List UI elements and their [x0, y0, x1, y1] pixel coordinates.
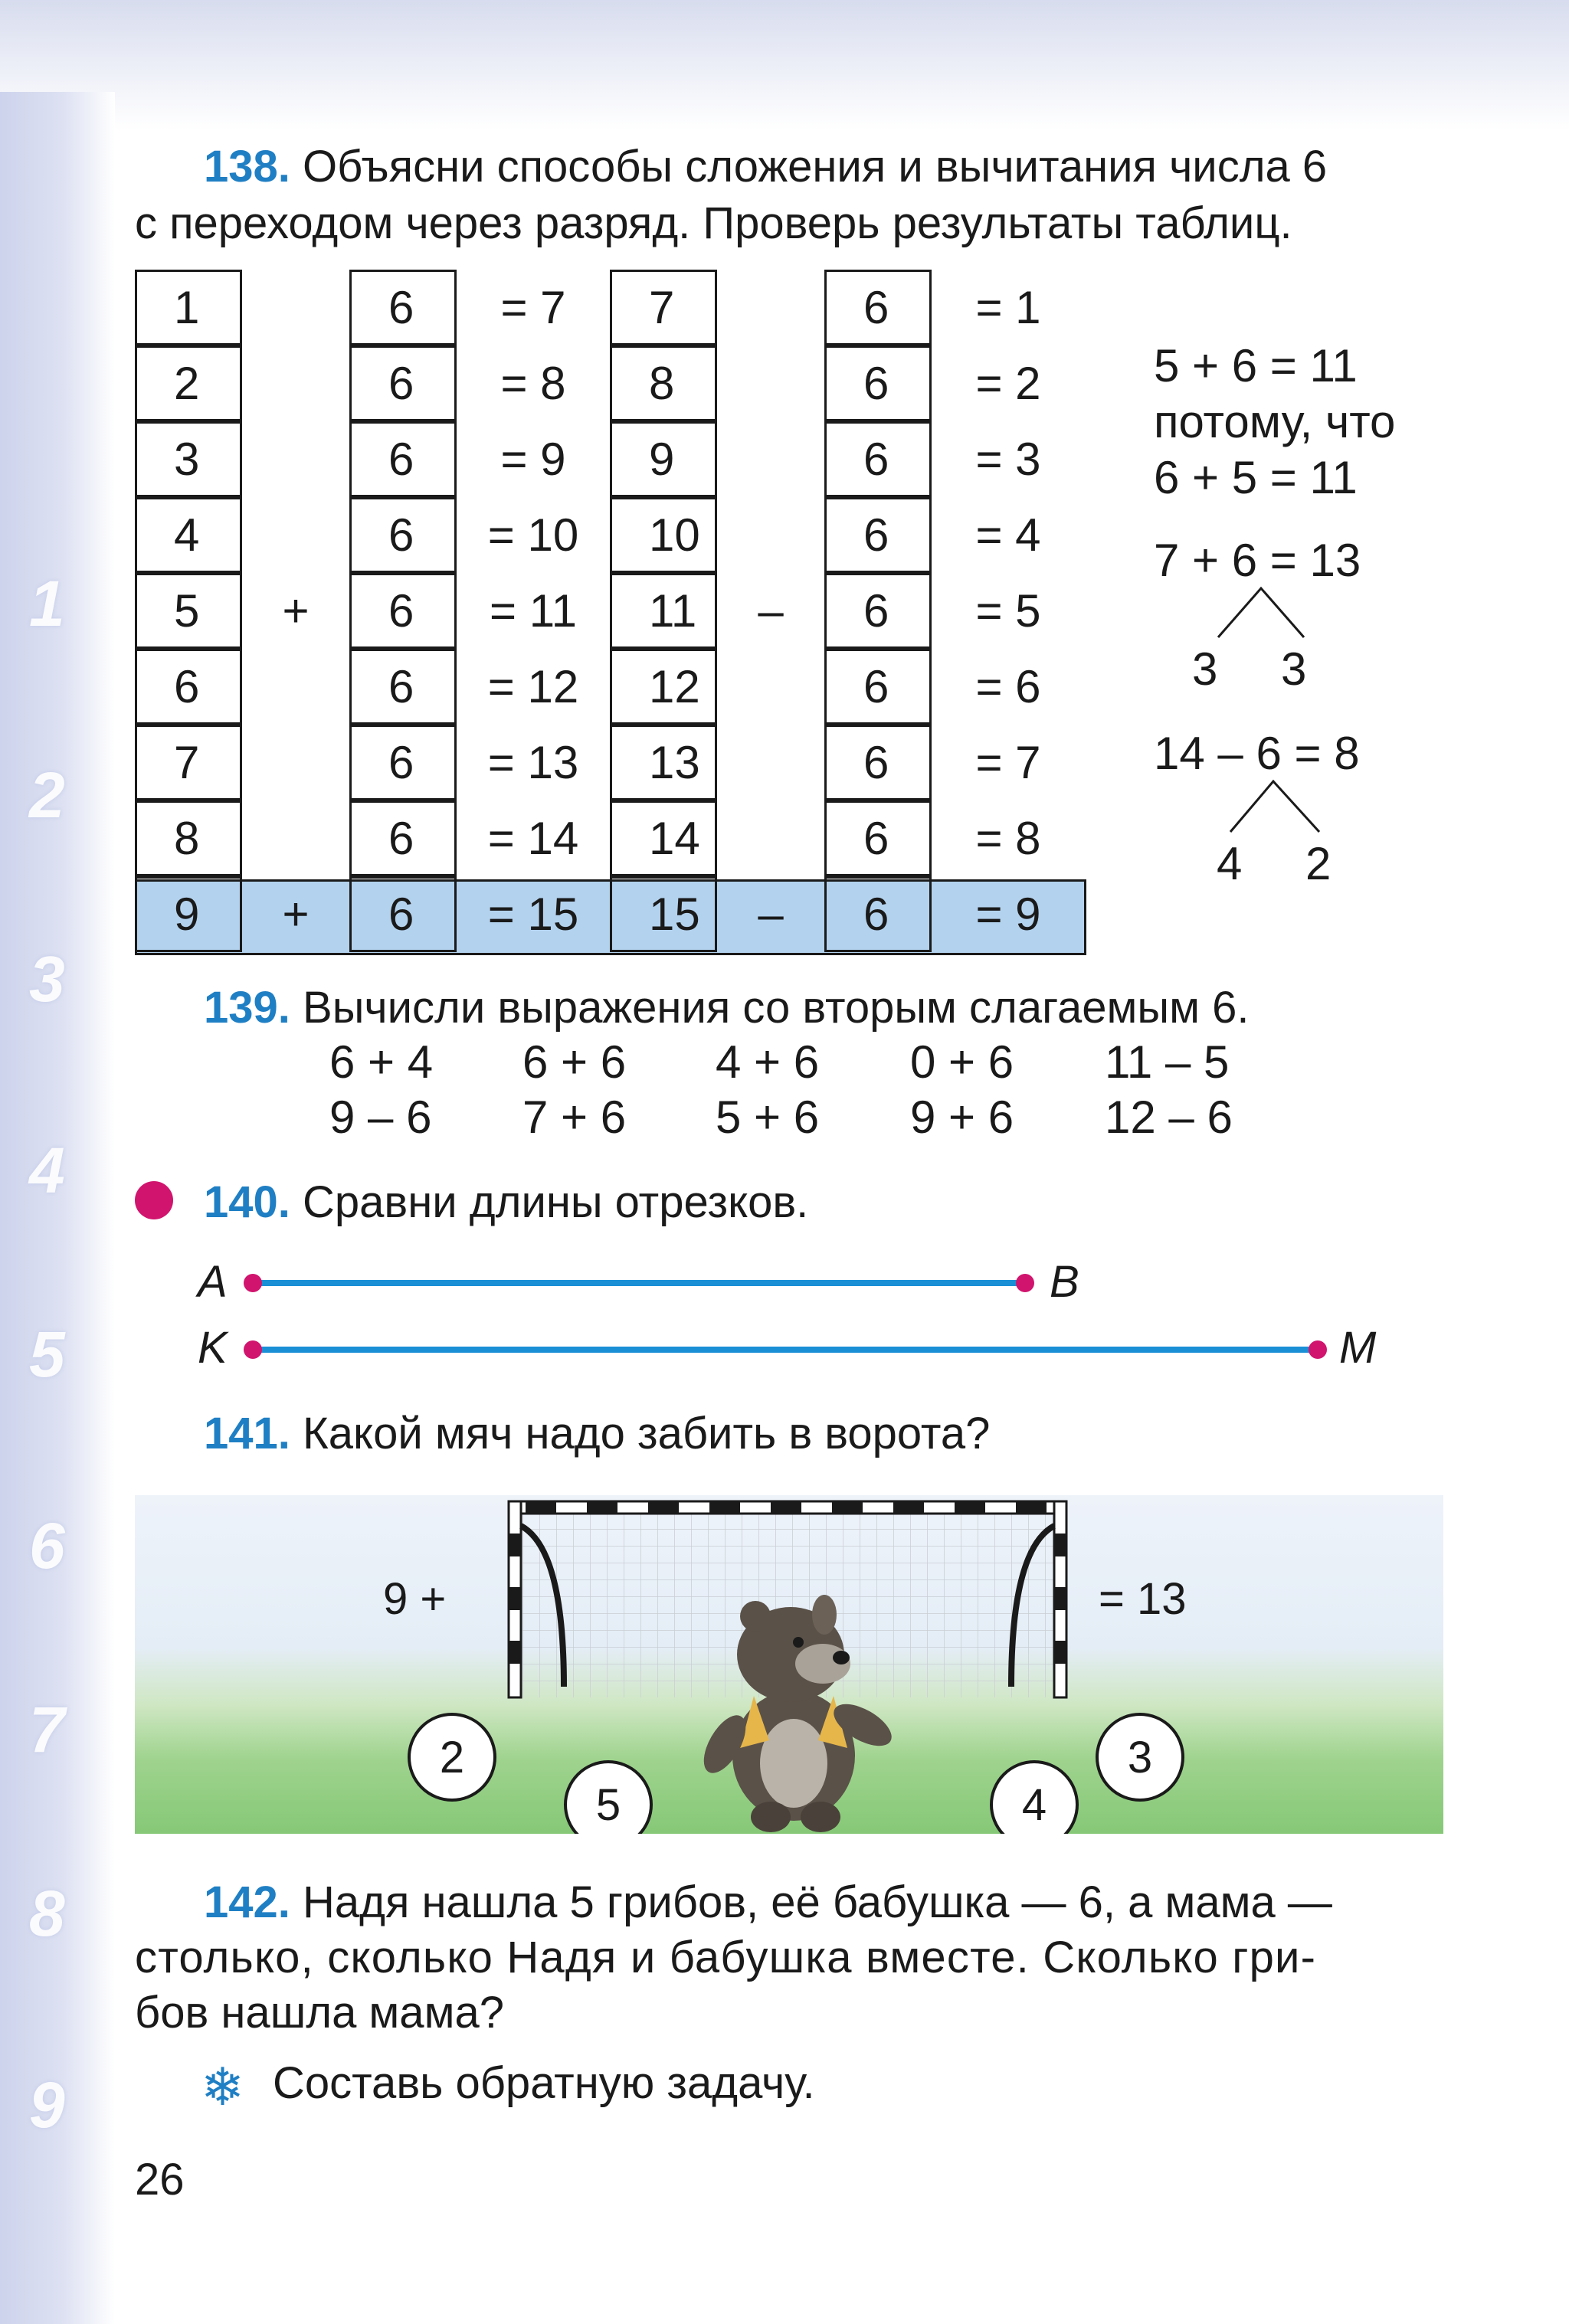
expression: 9 – 6	[329, 1092, 432, 1143]
task-text: Надя нашла 5 грибов, её бабушка — 6, а мама —	[303, 1877, 1332, 1927]
table-cell: 6	[349, 876, 457, 952]
table-cell: 6	[824, 421, 932, 497]
task-141-heading	[204, 1406, 990, 1462]
side-digit: 2	[29, 759, 65, 831]
table-cell: 8	[135, 800, 242, 876]
task-number: 138.	[204, 142, 290, 191]
task-text: Вычисли выражения со вторым слагаемым 6.	[303, 983, 1250, 1033]
table-cell: 4	[135, 497, 242, 573]
split-diagram	[1195, 582, 1318, 643]
table-cell: 6	[824, 345, 932, 421]
table-cell: 9	[135, 876, 242, 952]
point-b	[1016, 1274, 1034, 1292]
side-digit: 5	[29, 1318, 65, 1390]
point-label: B	[1050, 1257, 1079, 1307]
bullet-marker	[135, 1181, 173, 1219]
goal-scene	[135, 1495, 1443, 1834]
table-result: = 11	[490, 585, 577, 637]
table-cell: 2	[135, 345, 242, 421]
task-140-heading	[204, 1175, 808, 1230]
ball-option[interactable]: 3	[1096, 1713, 1184, 1802]
side-digit: 8	[29, 1877, 65, 1949]
table-cell: 13	[610, 725, 717, 800]
task-number: 140.	[204, 1177, 290, 1227]
expression: 9 + 6	[910, 1092, 1014, 1143]
note-line: 7 + 6 = 13	[1154, 535, 1361, 586]
task-text: столько, сколько Надя и бабушка вместе. Сколько гри-	[135, 1933, 1317, 1982]
operator-sign: +	[282, 889, 310, 940]
expression: 6 + 6	[522, 1036, 627, 1088]
ball-option[interactable]: 4	[990, 1760, 1079, 1834]
table-cell: 15	[610, 876, 717, 952]
table-cell: 8	[610, 345, 717, 421]
table-cell: 6	[349, 421, 457, 497]
table-cell: 6	[349, 497, 457, 573]
table-cell: 6	[824, 725, 932, 800]
table-result: = 2	[975, 358, 1041, 409]
note-line: 6 + 5 = 11	[1154, 452, 1358, 503]
table-result: = 9	[975, 889, 1041, 940]
side-digit: 1	[29, 568, 65, 640]
table-result: = 8	[975, 813, 1041, 864]
task-number: 139.	[204, 983, 290, 1033]
table-result: = 9	[500, 434, 566, 485]
table-cell: 6	[824, 876, 932, 952]
point-k	[244, 1340, 262, 1359]
table-cell: 6	[349, 345, 457, 421]
table-result: = 1	[975, 282, 1041, 333]
expression: 4 + 6	[716, 1036, 820, 1088]
note-line: 14 – 6 = 8	[1154, 728, 1360, 779]
split-part: 2	[1305, 838, 1332, 889]
split-diagram	[1223, 775, 1345, 836]
table-result: = 8	[500, 358, 566, 409]
expression: 6 + 4	[329, 1036, 434, 1088]
point-a	[244, 1274, 262, 1292]
split-part: 3	[1192, 643, 1218, 695]
task-139-heading	[204, 980, 1249, 1036]
expression: 5 + 6	[716, 1092, 820, 1143]
table-cell: 6	[824, 573, 932, 649]
side-digit: 7	[29, 1694, 65, 1766]
task-142-heading	[204, 1875, 1332, 1930]
split-part: 4	[1217, 838, 1243, 889]
table-cell: 5	[135, 573, 242, 649]
table-cell: 6	[349, 573, 457, 649]
table-cell: 6	[349, 800, 457, 876]
page-number: 26	[135, 2155, 185, 2205]
table-cell: 7	[135, 725, 242, 800]
top-band	[0, 0, 1569, 130]
table-cell: 6	[824, 270, 932, 345]
table-result: = 7	[500, 282, 566, 333]
table-result: = 14	[487, 813, 579, 864]
ball-option[interactable]: 5	[564, 1760, 653, 1834]
operator-sign: +	[282, 585, 310, 637]
table-result: = 6	[975, 661, 1041, 712]
table-cell: 9	[610, 421, 717, 497]
point-m	[1309, 1340, 1327, 1359]
note-line: 5 + 6 = 11	[1154, 340, 1358, 391]
side-digit: 4	[29, 1134, 65, 1206]
table-cell: 6	[824, 800, 932, 876]
task-number: 142.	[204, 1877, 290, 1927]
table-cell: 10	[610, 497, 717, 573]
task-text: Сравни длины отрезков.	[303, 1177, 809, 1227]
segments-diagram	[230, 1256, 1348, 1363]
task-text: Объясни способы сложения и вычитания числа 6	[303, 142, 1328, 191]
table-cell: 3	[135, 421, 242, 497]
table-result: = 12	[487, 661, 579, 712]
point-label: A	[198, 1257, 228, 1307]
expression: 12 – 6	[1105, 1092, 1233, 1143]
ball-option[interactable]: 2	[408, 1713, 496, 1802]
task-text: Какой мяч надо забить в ворота?	[303, 1409, 991, 1458]
expression: 0 + 6	[910, 1036, 1014, 1088]
task-number: 141.	[204, 1409, 290, 1458]
table-result: = 10	[487, 509, 579, 561]
table-cell: 6	[135, 649, 242, 725]
table-cell: 7	[610, 270, 717, 345]
table-result: = 3	[975, 434, 1041, 485]
expression: 11 – 5	[1105, 1036, 1230, 1088]
side-digit: 3	[29, 943, 65, 1015]
table-cell: 6	[824, 649, 932, 725]
note-line: потому, что	[1154, 396, 1396, 447]
table-cell: 6	[349, 725, 457, 800]
table-result: = 7	[975, 737, 1041, 788]
table-cell: 11	[610, 573, 717, 649]
point-label: K	[198, 1323, 228, 1373]
task-138-heading	[204, 139, 1327, 195]
operator-sign: –	[758, 889, 784, 940]
table-cell: 6	[824, 497, 932, 573]
side-band	[0, 92, 115, 2324]
table-result: = 4	[975, 509, 1041, 561]
table-cell: 1	[135, 270, 242, 345]
expression: 7 + 6	[522, 1092, 627, 1143]
task-text: с переходом через разряд. Проверь результаты таблиц.	[135, 198, 1292, 248]
extra-task-text: Составь обратную задачу.	[273, 2058, 815, 2108]
table-cell: 6	[349, 270, 457, 345]
table-result: = 5	[975, 585, 1041, 637]
side-digit: 9	[29, 2069, 65, 2141]
side-digit: 6	[29, 1510, 65, 1582]
table-result: = 13	[487, 737, 579, 788]
snowflake-icon: ❄	[201, 2058, 244, 2116]
table-cell: 14	[610, 800, 717, 876]
table-cell: 12	[610, 649, 717, 725]
operator-sign: –	[758, 585, 784, 637]
split-part: 3	[1281, 643, 1307, 695]
table-cell: 6	[349, 649, 457, 725]
goal-right-expression: = 13	[1099, 1574, 1187, 1624]
goal-left-expression: 9 +	[383, 1574, 447, 1624]
point-label: M	[1339, 1323, 1377, 1373]
table-result: = 15	[487, 889, 579, 940]
goal-illustration	[135, 1495, 1443, 1834]
task-text: бов нашла мама?	[135, 1988, 504, 2038]
